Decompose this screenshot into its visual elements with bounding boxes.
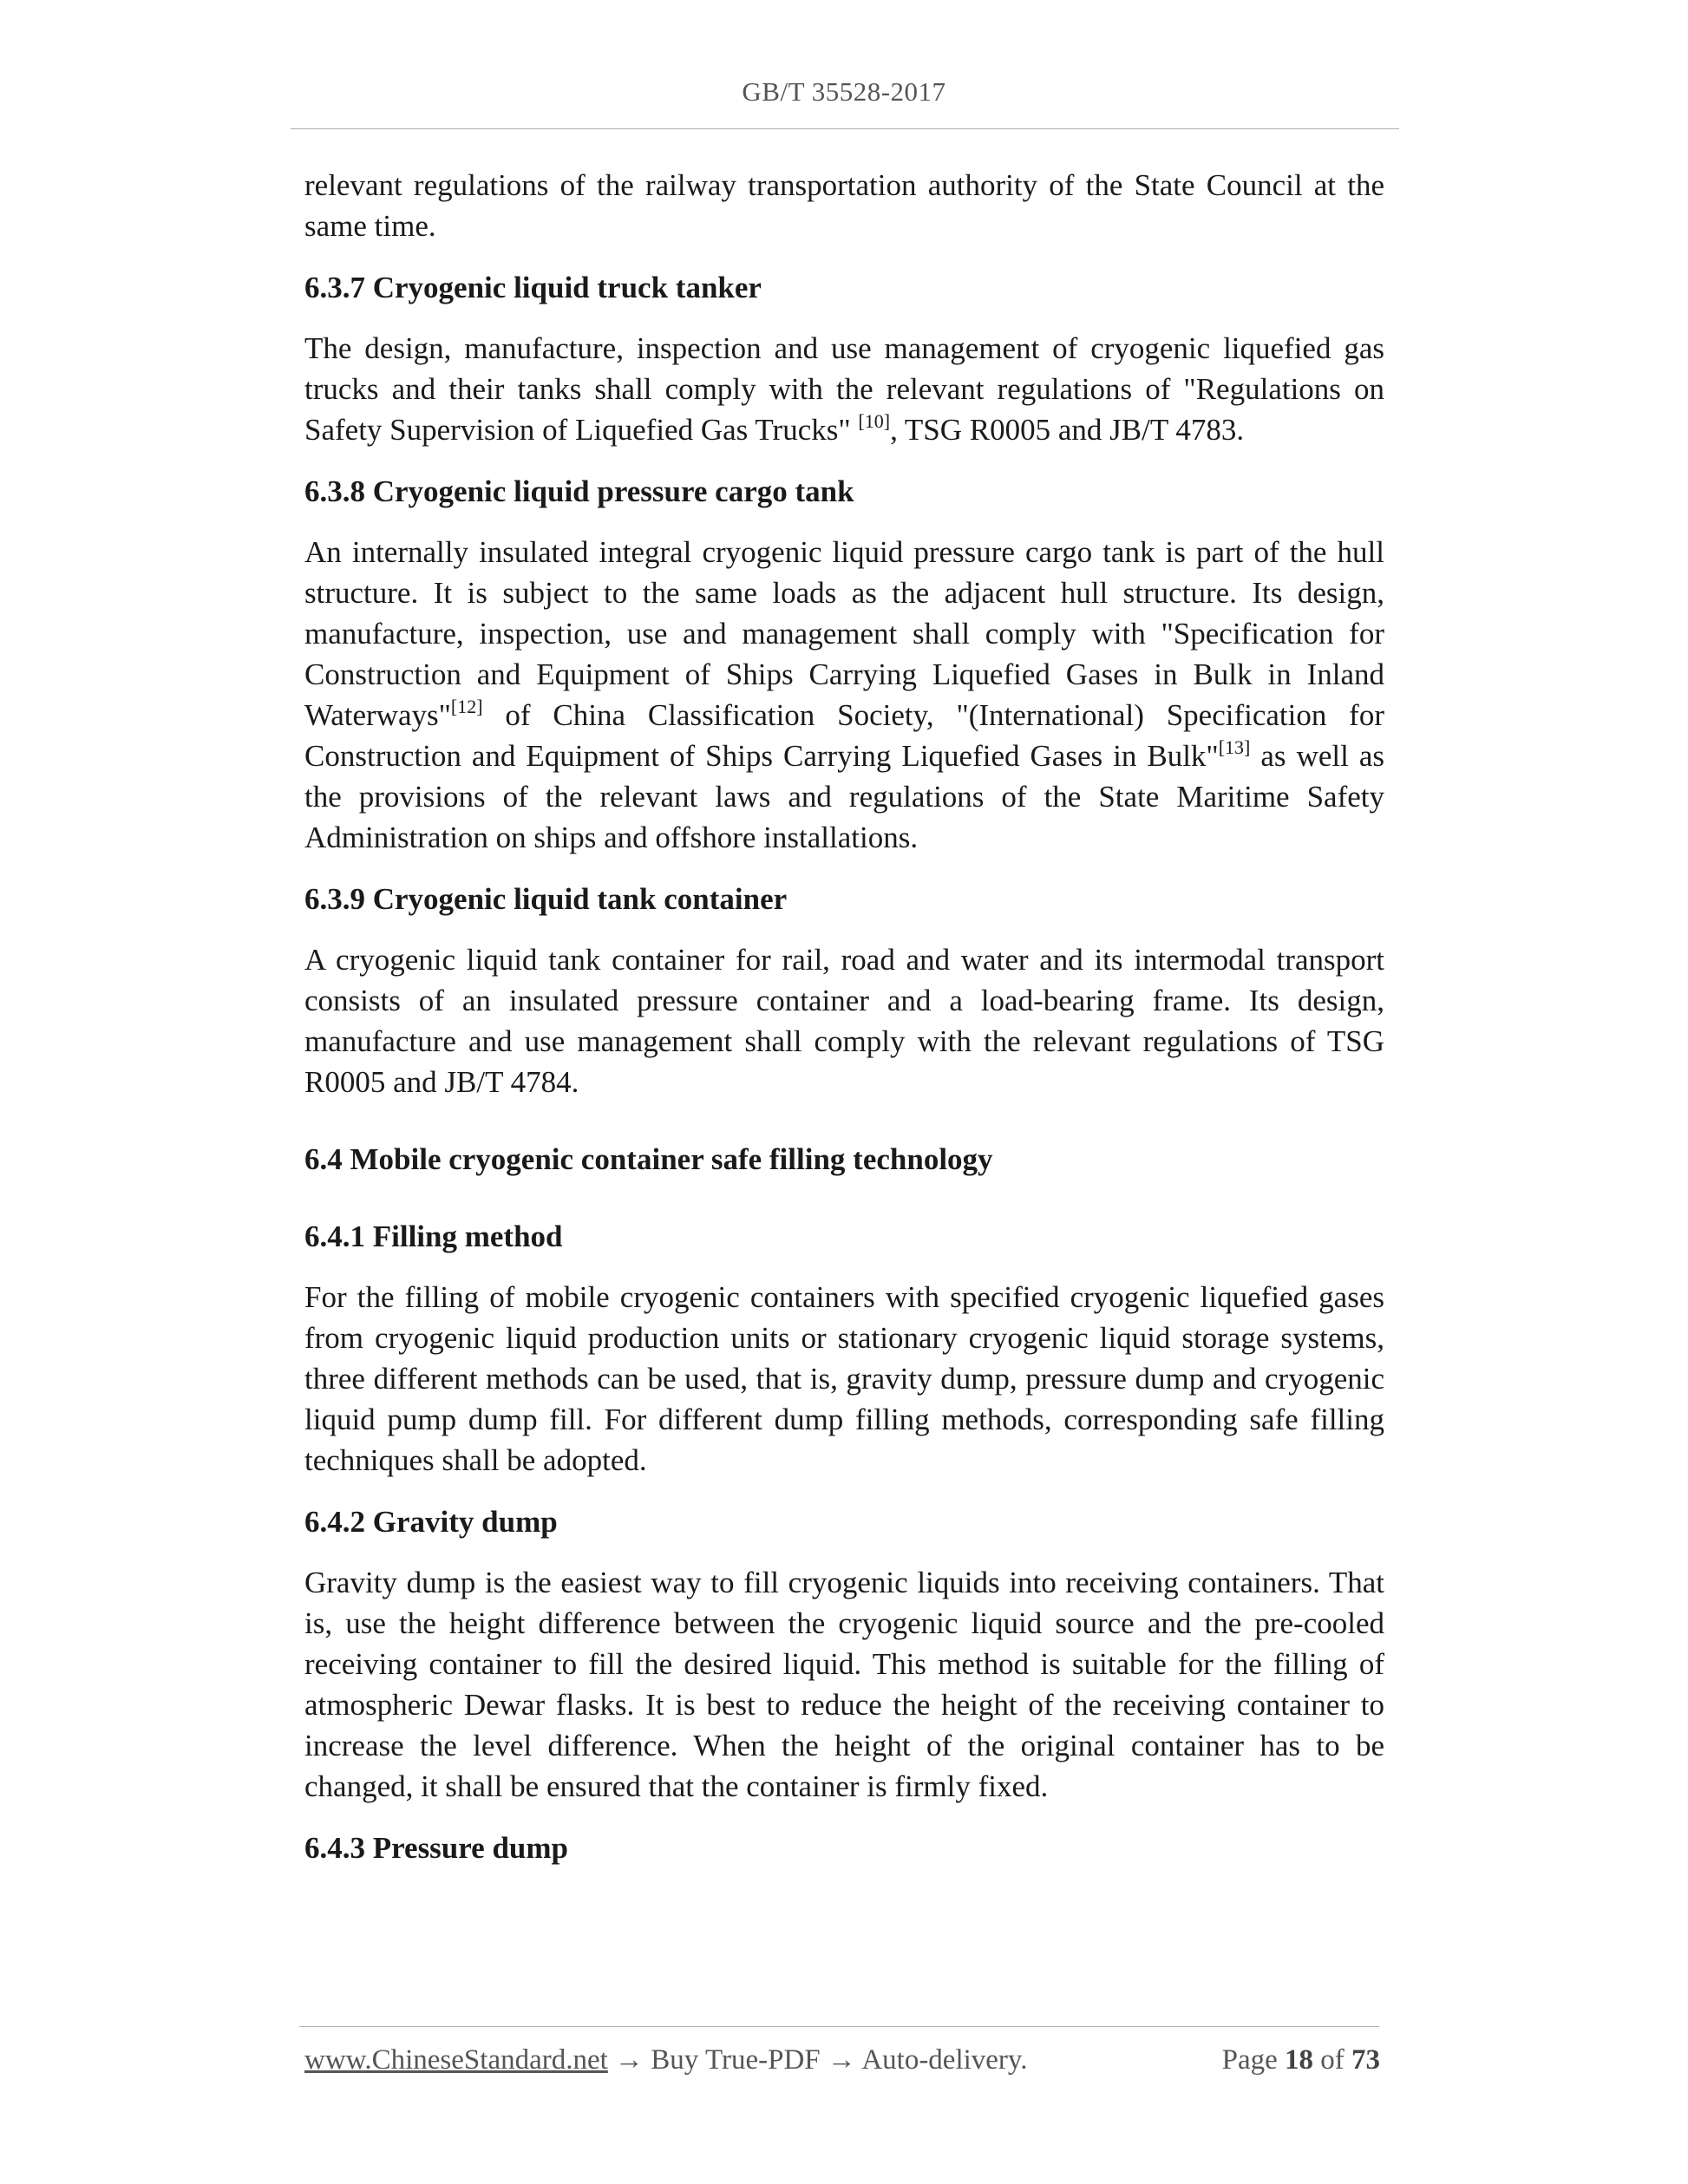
paragraph-text: The design, manufacture, inspection and use management of cryogenic liquefied gas trucks and their tanks shall comply with the relevant regulations of "Regulations on Safety Supervision of Liquefied Gas Trucks" <box>304 331 1384 447</box>
reference-12: [12] <box>450 696 483 717</box>
paragraph-6-4-2: Gravity dump is the easiest way to fill cryogenic liquids into receiving containers. That is, use the height difference between the cryogenic liquid source and the pre-cooled receiving container to fill the desired liquid. This method is suitable for the filling of atmospheric Dewar flasks. It is best to reduce the height of the receiving container to increase the level difference. When the height of the original container has to be changed, it shall be ensured that the container is firmly fixed. <box>304 1566 1384 1803</box>
paragraph-6-4-1: For the filling of mobile cryogenic containers with specified cryogenic liquefied gases from cryogenic liquid production units or stationary cryogenic liquid storage systems, three different methods can be used, that is, gravity dump, pressure dump and cryogenic liquid pump dump fill. For different dump filling methods, corresponding safe filling techniques shall be adopted. <box>304 1280 1384 1477</box>
arrow-right-icon: → <box>827 2044 856 2076</box>
footer-links <box>304 2044 1028 2076</box>
paragraph-6-3-7 <box>304 328 1384 450</box>
reference-13: [13] <box>1218 736 1251 758</box>
page-number: 18 <box>1285 2044 1313 2076</box>
footer-divider <box>299 2026 1379 2027</box>
paragraph-6-3-9: A cryogenic liquid tank container for rail, road and water and its intermodal transport consists of an insulated pressure container and a load-bearing frame. Its design, manufacture and use management shall comply with the relevant regulations of TSG R0005 and JB/T 4784. <box>304 943 1384 1099</box>
document-body <box>304 165 1384 1868</box>
page-header: GB/T 35528-2017 <box>742 76 946 107</box>
paragraph-6-3-8 <box>304 532 1384 858</box>
buy-true-pdf-text: Buy True-PDF <box>651 2044 821 2076</box>
paragraph-text: An internally insulated integral cryogenic liquid pressure cargo tank is part of the hull structure. It is subject to the same loads as the adjacent hull structure. Its design, manufacture, inspection, use and management shall comply with "Specification for Construction and Equipment of Ships Carrying Liquefied Gases in Bulk in Inland Waterways" <box>304 535 1384 732</box>
paragraph-text: , TSG R0005 and JB/T 4783. <box>890 413 1245 447</box>
heading-6-4-2: 6.4.2 Gravity dump <box>304 1505 558 1539</box>
reference-10: [10] <box>858 410 891 432</box>
chinesestandard-link[interactable]: www.ChineseStandard.net <box>304 2044 608 2076</box>
heading-6-4: 6.4 Mobile cryogenic container safe filling technology <box>304 1142 993 1176</box>
heading-6-4-1: 6.4.1 Filling method <box>304 1220 563 1253</box>
arrow-right-icon: → <box>615 2044 644 2076</box>
page-counter <box>1222 2044 1380 2076</box>
page-total: 73 <box>1351 2044 1380 2076</box>
heading-6-4-3: 6.4.3 Pressure dump <box>304 1831 569 1865</box>
paragraph-text: of China Classification Society, "(International) Specification for Construction and Equipment of Ships Carrying Liquefied Gases in Bulk" <box>304 698 1384 773</box>
auto-delivery-text: Auto-delivery. <box>861 2044 1028 2076</box>
header-divider <box>291 128 1399 129</box>
heading-6-3-8: 6.3.8 Cryogenic liquid pressure cargo tank <box>304 474 854 508</box>
heading-6-3-9: 6.3.9 Cryogenic liquid tank container <box>304 882 788 916</box>
heading-6-3-7: 6.3.7 Cryogenic liquid truck tanker <box>304 271 762 304</box>
page-label: Page <box>1221 2044 1278 2076</box>
of-label: of <box>1320 2044 1345 2076</box>
intro-paragraph: relevant regulations of the railway transportation authority of the State Council at the same time. <box>304 168 1384 243</box>
paragraph-text: as well as the provisions of the relevant laws and regulations of the State Maritime Safety Administration on ships and offshore installations. <box>304 739 1384 854</box>
page-footer <box>304 2044 1380 2076</box>
